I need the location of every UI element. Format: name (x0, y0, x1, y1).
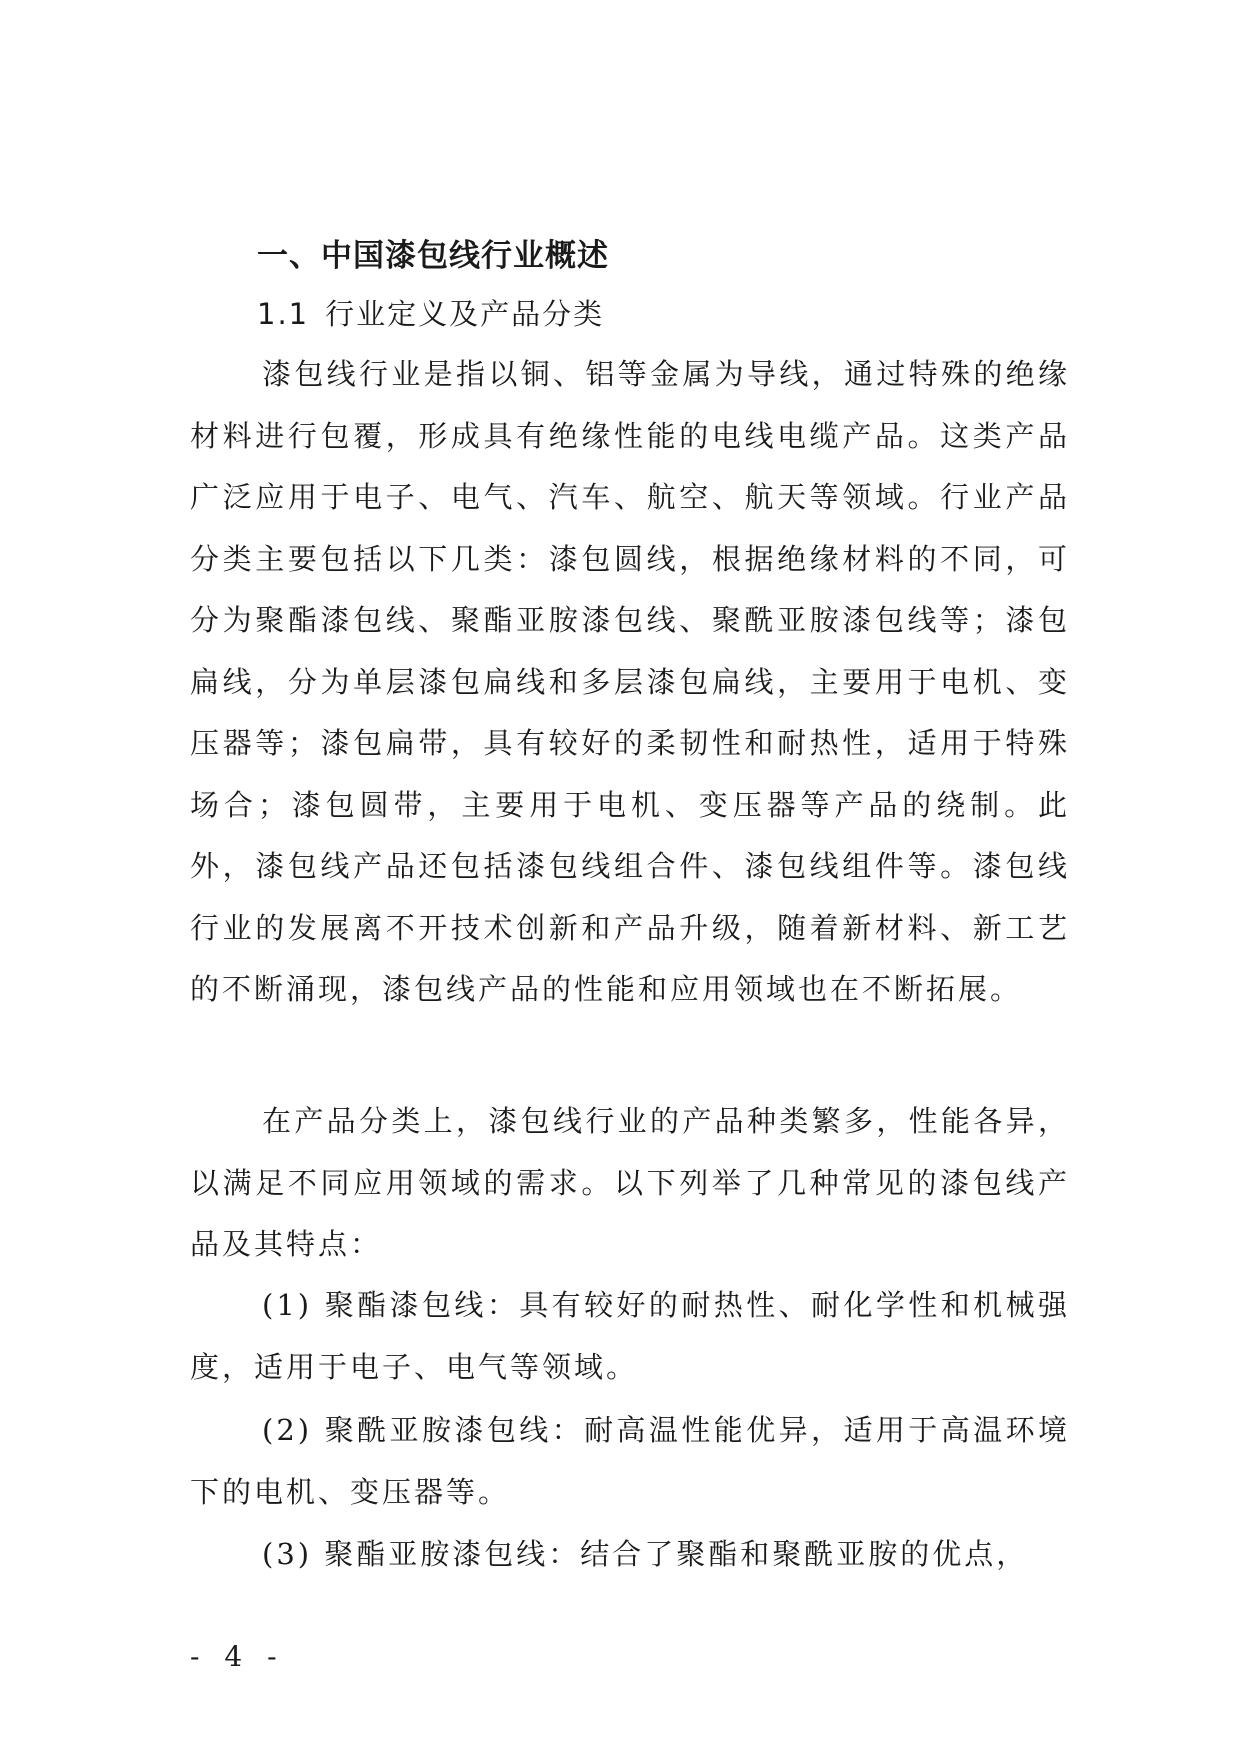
section-heading: 一、中国漆包线行业概述 (257, 238, 609, 274)
subsection-number: 1.1 (257, 297, 310, 331)
paragraph-definition: 漆包线行业是指以铜、铝等金属为导线，通过特殊的绝缘材料进行包覆，形成具有绝缘性能的电线电缆产品。这类产品广泛应用于电子、电气、汽车、航空、航天等领域。行业产品分类主要包括以下几类：漆包圆线，根据绝缘材料的不同，可分为聚酯漆包线、聚酯亚胺漆包线、聚酰亚胺漆包线等；漆包扁线，分为单层漆包扁线和多层漆包扁线，主要用于电机、变压器等；漆包扁带，具有较好的柔韧性和耐热性，适用于特殊场合；漆包圆带，主要用于电机、变压器等产品的绕制。此外，漆包线产品还包括漆包线组合件、漆包线组件等。漆包线行业的发展离不开技术创新和产品升级，随着新材料、新工艺的不断涌现，漆包线产品的性能和应用领域也在不断拓展。 (190, 357, 1070, 1006)
list-item: (2) 聚酰亚胺漆包线：耐高温性能优异，适用于高温环境下的电机、变压器等。 (190, 1413, 1070, 1509)
page-number: - 4 - (190, 1640, 285, 1673)
subsection-title: 行业定义及产品分类 (325, 297, 605, 331)
subsection-heading (257, 292, 604, 333)
list-item: (3) 聚酯亚胺漆包线：结合了聚酯和聚酰亚胺的优点， (262, 1537, 1029, 1571)
paragraph-classification: 在产品分类上，漆包线行业的产品种类繁多，性能各异，以满足不同应用领域的需求。以下列举了几种常见的漆包线产品及其特点： (190, 1104, 1070, 1261)
list-item: (1) 聚酯漆包线：具有较好的耐热性、耐化学性和机械强度，适用于电子、电气等领域。 (190, 1288, 1070, 1384)
